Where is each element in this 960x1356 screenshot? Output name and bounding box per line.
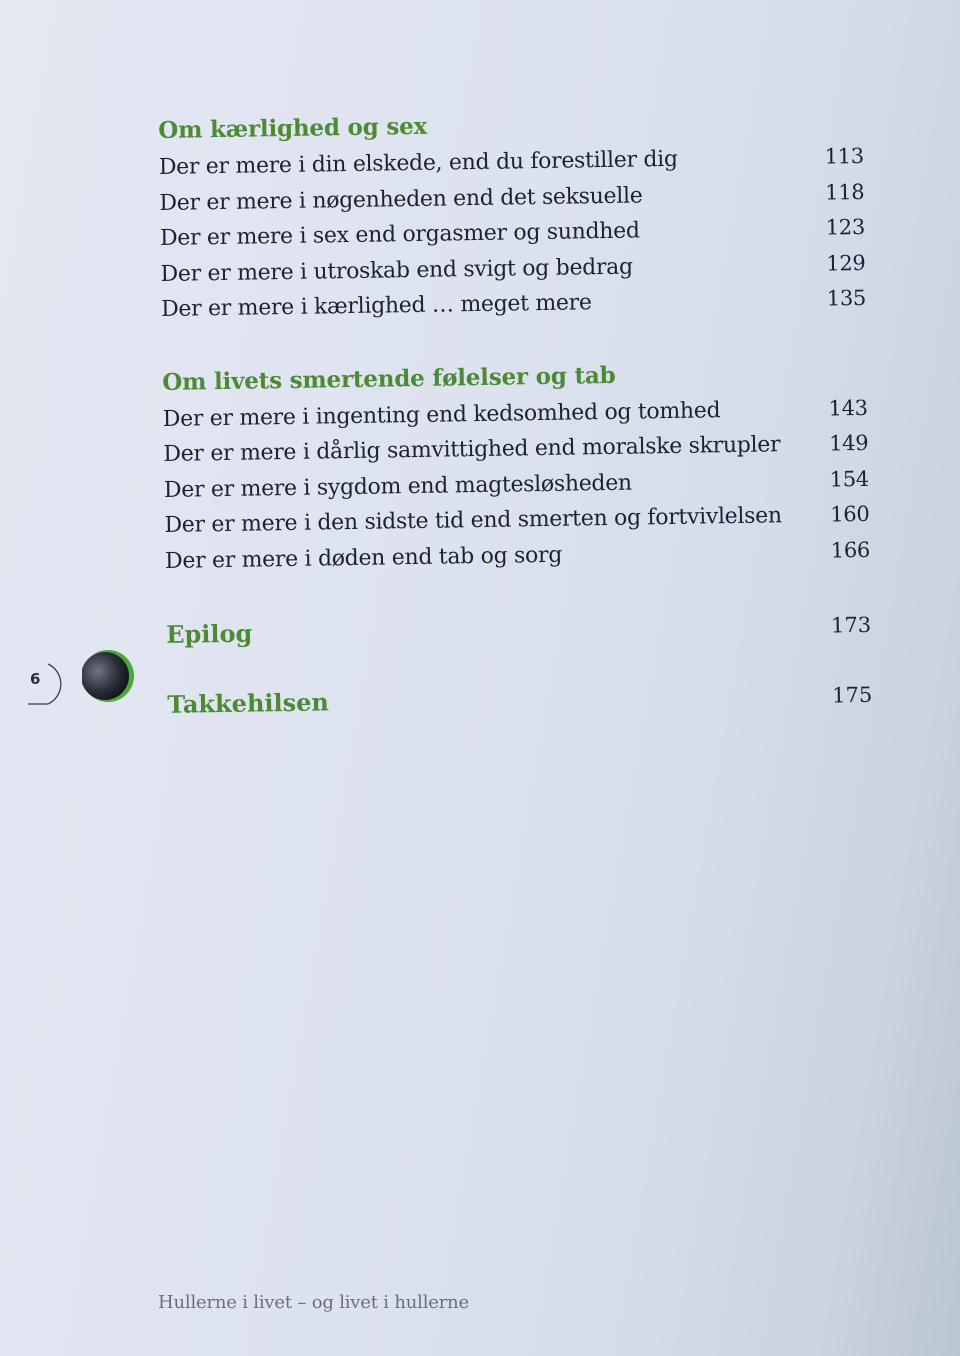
toc-entry-thanks: [167, 674, 873, 725]
section-title: Om livets smertende følelser og tab: [162, 361, 616, 396]
entry-title: Der er mere i din elskede, end du forestiller dig: [158, 146, 678, 180]
page-number-folio: [28, 660, 64, 710]
table-of-contents: [158, 101, 873, 725]
toc-entry-epilog: [166, 604, 872, 655]
entry-page-number: 123: [825, 214, 866, 240]
epilog-label: Epilog: [165, 618, 253, 649]
entry-page-number: 113: [824, 143, 864, 169]
entry-page-number: 135: [826, 285, 867, 311]
entry-page-number: 149: [828, 430, 869, 456]
entry-title: Der er mere i kærlighed … meget mere: [160, 290, 592, 322]
entry-page-number: 129: [826, 250, 866, 276]
toc-section-love: [158, 101, 866, 328]
entry-page-number: 154: [829, 466, 870, 491]
toc-section-pain: [162, 352, 870, 579]
entry-page-number: 118: [824, 179, 865, 205]
entry-title: Der er mere i sex end orgasmer og sundhed: [159, 218, 640, 251]
section-title: Om kærlighed og sex: [158, 112, 428, 144]
thanks-page-number: 175: [831, 682, 873, 708]
thanks-label: Takkehilsen: [167, 687, 330, 719]
moon-logo-icon: [82, 646, 138, 706]
entry-title: Der er mere i sygdom end magtesløsheden: [163, 470, 633, 503]
epilog-page-number: 173: [830, 612, 872, 638]
entry-page-number: 166: [830, 537, 871, 562]
entry-title: Der er mere i utroskab end svigt og bedrag: [160, 254, 633, 287]
running-footer: Hullerne i livet – og livet i hullerne: [158, 1292, 469, 1313]
page-number: 6: [30, 670, 41, 688]
entry-title: Der er mere i dårlig samvittighed end moralske skrupler: [163, 432, 781, 467]
entry-title: Der er mere i ingenting end kedsomhed og tomhed: [162, 397, 721, 432]
entry-title: Der er mere i døden end tab og sorg: [164, 542, 563, 574]
entry-title: Der er mere i den sidste tid end smerten og fortvivlelsen: [164, 503, 782, 538]
entry-page-number: 160: [830, 501, 870, 527]
entry-page-number: 143: [828, 395, 868, 421]
entry-title: Der er mere i nøgenheden end det seksuelle: [159, 182, 643, 216]
